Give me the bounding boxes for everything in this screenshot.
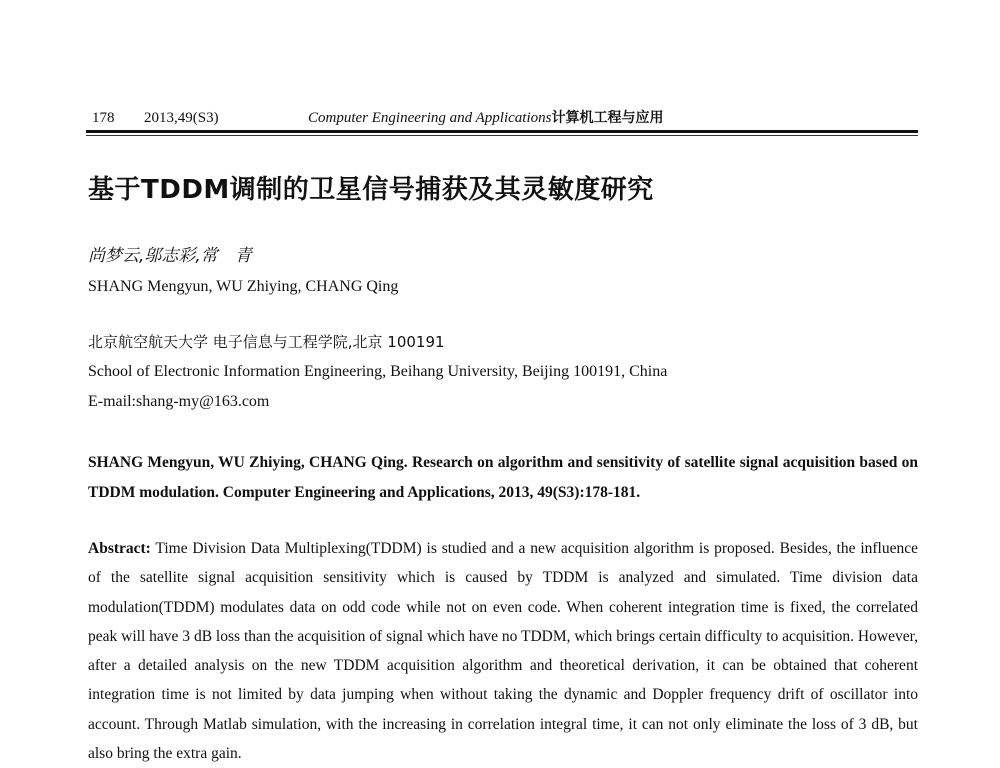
affiliation-cn: 北京航空航天大学 电子信息与工程学院,北京 100191 [88,333,445,351]
affiliation-en: School of Electronic Information Engineering, Beihang University, Beijing 100191, China [88,363,668,380]
citation: SHANG Mengyun, WU Zhiying, CHANG Qing. Research on algorithm and sensitivity of satellite signal acquisition based on TDDM modulation. Computer Engineering and Applications, 2013, 49(S3):178-181. [88,454,918,501]
volume-issue: 2013,49(S3) [144,110,219,126]
author-email: E-mail:shang-my@163.com [88,393,270,410]
header-rule-thick [86,130,918,133]
abstract-text: Time Division Data Multiplexing(TDDM) is studied and a new acquisition algorithm is proposed. Besides, the influence of the satellite signal acquisition sensitivity which is caused by TDDM is analyzed and simulated. Time division data modulation(TDDM) modulates data on odd code while not on even code. When coherent integration time is fixed, the correlated peak will have 3 dB loss than the acquisition of signal which have no TDDM, which brings certain difficulty to acquisition. However, after a detailed analysis on the new TDDM acquisition algorithm and theoretical derivation, it can be obtained that coherent integration time is not limited by data jumping when without taking the dynamic and Doppler frequency drift of oscillator into account. Through Matlab simulation, with the increasing in correlation integral time, it can not only eliminate the loss of 3 dB, but also bring the extra gain. [88,540,918,763]
abstract-label: Abstract: [88,540,151,557]
header-rule-thin [86,135,918,136]
journal-name-cn: 计算机工程与应用 [551,110,664,126]
abstract [88,534,918,768]
journal-name-en: Computer Engineering and Applications [308,110,552,126]
running-header [88,108,918,128]
authors-cn: 尚梦云,邬志彩,常 青 [88,246,252,266]
authors-en: SHANG Mengyun, WU Zhiying, CHANG Qing [88,278,399,295]
page-number: 178 [92,110,115,126]
journal-name [308,108,663,128]
paper-title-cn: 基于TDDM调制的卫星信号捕获及其灵敏度研究 [88,175,654,205]
